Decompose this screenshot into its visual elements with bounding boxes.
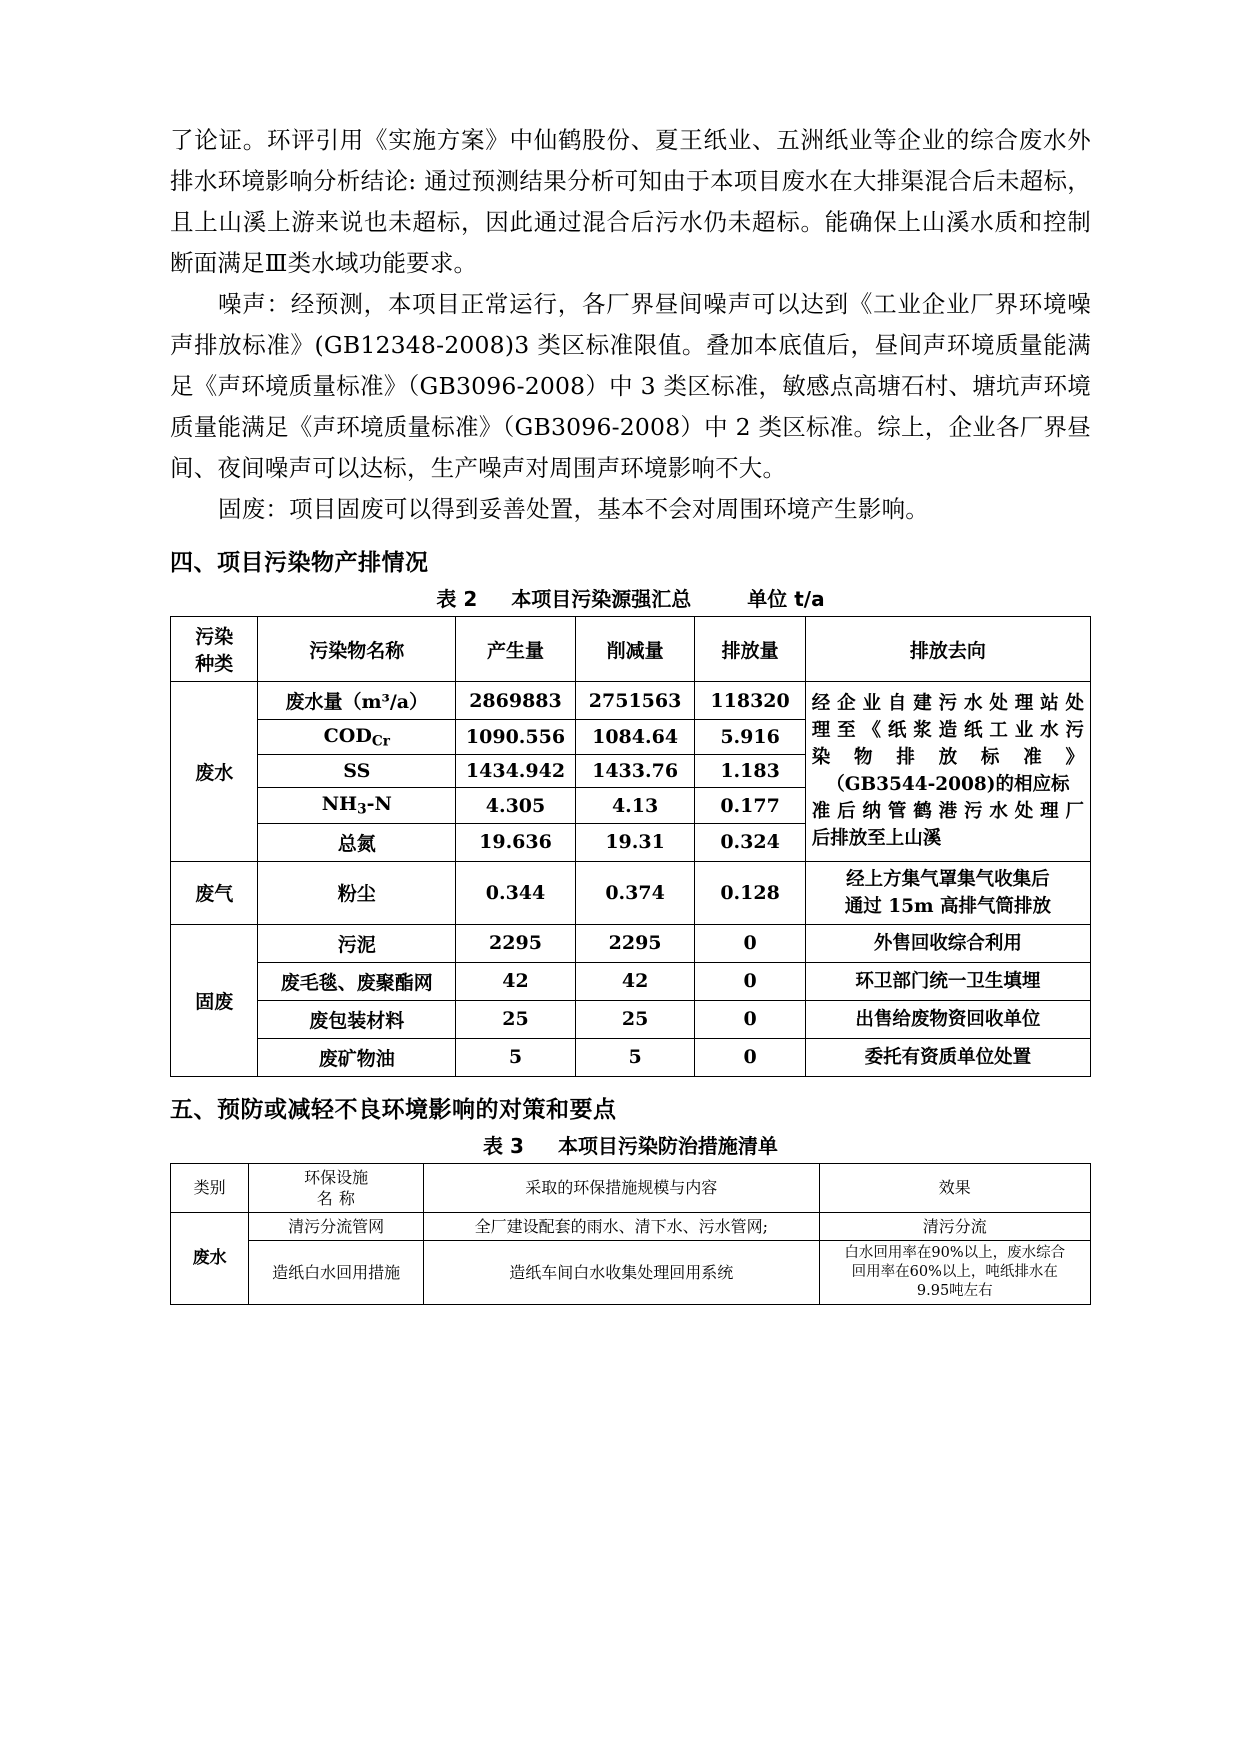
table2-caption-title: 本项目污染源强汇总 <box>511 587 692 611</box>
table2-produced: 1090.556 <box>456 720 576 755</box>
paragraph-3: 固废：项目固废可以得到妥善处置，基本不会对周围环境产生影响。 <box>218 495 929 523</box>
table2-produced: 2295 <box>456 924 576 962</box>
table2-produced: 0.344 <box>456 861 576 924</box>
section-heading-4: 四、项目污染物产排情况 <box>170 550 429 576</box>
table-row <box>171 1163 1091 1212</box>
table2-discharged: 0 <box>695 924 805 962</box>
table2-pollutant-name: 污泥 <box>258 924 456 962</box>
table2-category-waste-gas: 废气 <box>171 861 258 924</box>
table2-produced: 5 <box>456 1038 576 1076</box>
table2-produced: 4.305 <box>456 788 576 823</box>
table2-discharged: 5.916 <box>695 720 805 755</box>
table2-discharged: 118320 <box>695 682 805 720</box>
table-row <box>171 617 1091 682</box>
section-heading-5: 五、预防或减轻不良环境影响的对策和要点 <box>170 1096 617 1123</box>
table3-caption <box>170 1130 1091 1159</box>
table2-direction: 外售回收综合利用 <box>805 924 1090 962</box>
table3-facility-name: 清污分流管网 <box>249 1212 424 1240</box>
table2-reduced: 19.31 <box>575 823 695 861</box>
table2-produced: 25 <box>456 1000 576 1038</box>
table2-category-wastewater: 废水 <box>171 682 258 862</box>
table3-header-facility: 环保设施 名 称 <box>249 1163 424 1212</box>
pollution-source-table <box>170 616 1091 1077</box>
table2-discharged: 1.183 <box>695 755 805 788</box>
table-row <box>171 1038 1091 1076</box>
table2-caption-label: 表 2 <box>436 587 478 611</box>
table2-reduced: 0.374 <box>575 861 695 924</box>
table2-pollutant-name: $COD_{Cr}$ <box>258 720 456 755</box>
table2-header-name: 污染物名称 <box>258 617 456 682</box>
table-row <box>171 962 1091 1000</box>
table-row <box>171 1212 1091 1240</box>
table2-reduced: 2751563 <box>575 682 695 720</box>
table3-header-category: 类别 <box>171 1163 249 1212</box>
table2-discharged: 0 <box>695 962 805 1000</box>
table3-caption-title: 本项目污染防治措施清单 <box>557 1133 778 1158</box>
table2-pollutant-name: 总氮 <box>258 823 456 861</box>
table2-reduced: 5 <box>575 1038 695 1076</box>
table2-reduced: 1084.64 <box>575 720 695 755</box>
table2-reduced: 1433.76 <box>575 755 695 788</box>
table2-pollutant-name: $NH_3-N$ <box>258 788 456 823</box>
table3-category-wastewater: 废水 <box>171 1212 249 1304</box>
table2-header-direction: 排放去向 <box>805 617 1090 682</box>
table2-pollutant-name: SS <box>258 755 456 788</box>
table2-header-discharged: 排放量 <box>695 617 805 682</box>
table2-header-category: 污染 种类 <box>171 617 258 682</box>
table3-facility-name: 造纸白水回用措施 <box>249 1240 424 1304</box>
table2-produced: 1434.942 <box>456 755 576 788</box>
table2-direction-waste-gas: 经上方集气罩集气收集后 通过 15m 高排气筒排放 <box>805 861 1090 924</box>
table2-discharged: 0.128 <box>695 861 805 924</box>
table2-reduced: 2295 <box>575 924 695 962</box>
table2-discharged: 0.177 <box>695 788 805 823</box>
table2-caption-unit: 单位 t/a <box>747 587 825 611</box>
table2-direction-wastewater: 经企业自建污水处理站处 理至《纸浆造纸工业水污 染物排放标准》 （GB3544-2008)的相应标 准后纳管鹤港污水处理厂 后排放至上山溪 <box>805 682 1090 862</box>
table2-pollutant-name: 废包装材料 <box>258 1000 456 1038</box>
table-row <box>171 682 1091 720</box>
table3-header-content: 采取的环保措施规模与内容 <box>423 1163 819 1212</box>
table3-measure-content: 全厂建设配套的雨水、清下水、污水管网; <box>423 1212 819 1240</box>
table2-pollutant-name: 废毛毯、废聚酯网 <box>258 962 456 1000</box>
paragraph-2: 噪声：经预测，本项目正常运行，各厂界昼间噪声可以达到《工业企业厂界环境噪声排放标准》(GB12348-2008)3 类区标准限值。叠加本底值后，昼间声环境质量能满足《声环境质量标准》（GB3096-2008）中 3 类区标准，敏感点高塘石村、塘坑声环境质量能满足《声环境质量标准》（GB3096-2008）中 2 类区标准。综上，企业各厂界昼间、夜间噪声可以达标，生产噪声对周围声环境影响不大。 <box>170 290 1091 482</box>
table2-discharged: 0 <box>695 1000 805 1038</box>
paragraph-1: 了论证。环评引用《实施方案》中仙鹤股份、夏王纸业、五洲纸业等企业的综合废水外排水环境影响分析结论: 通过预测结果分析可知由于本项目废水在大排渠混合后未超标，且上山溪上游来说也未超标，因此通过混合后污水仍未超标。能确保上山溪水质和控制断面满足Ⅲ类水域功能要求。 <box>170 126 1091 277</box>
table3-header-effect: 效果 <box>819 1163 1090 1212</box>
table2-produced: 42 <box>456 962 576 1000</box>
table3-effect: 清污分流 <box>819 1212 1090 1240</box>
table2-pollutant-name: 粉尘 <box>258 861 456 924</box>
table2-direction: 委托有资质单位处置 <box>805 1038 1090 1076</box>
table2-header-reduced: 削减量 <box>575 617 695 682</box>
table-row <box>171 1240 1091 1304</box>
table2-discharged: 0.324 <box>695 823 805 861</box>
table3-effect: 白水回用率在90%以上，废水综合 回用率在60%以上，吨纸排水在 9.95吨左右 <box>819 1240 1090 1304</box>
table2-category-solid-waste: 固废 <box>171 924 258 1076</box>
table3-measure-content: 造纸车间白水收集处理回用系统 <box>423 1240 819 1304</box>
pollution-control-measures-table <box>170 1163 1091 1305</box>
table2-reduced: 4.13 <box>575 788 695 823</box>
table2-reduced: 42 <box>575 962 695 1000</box>
table2-produced: 19.636 <box>456 823 576 861</box>
table2-reduced: 25 <box>575 1000 695 1038</box>
table-row <box>171 861 1091 924</box>
table2-direction: 出售给废物资回收单位 <box>805 1000 1090 1038</box>
table-row <box>171 1000 1091 1038</box>
table2-discharged: 0 <box>695 1038 805 1076</box>
table3-caption-label: 表 3 <box>483 1133 524 1158</box>
table2-header-produced: 产生量 <box>456 617 576 682</box>
table2-pollutant-name: 废水量（m³/a） <box>258 682 456 720</box>
table2-caption <box>170 583 1091 612</box>
table2-pollutant-name: 废矿物油 <box>258 1038 456 1076</box>
table2-direction: 环卫部门统一卫生填埋 <box>805 962 1090 1000</box>
table2-produced: 2869883 <box>456 682 576 720</box>
table-row <box>171 924 1091 962</box>
